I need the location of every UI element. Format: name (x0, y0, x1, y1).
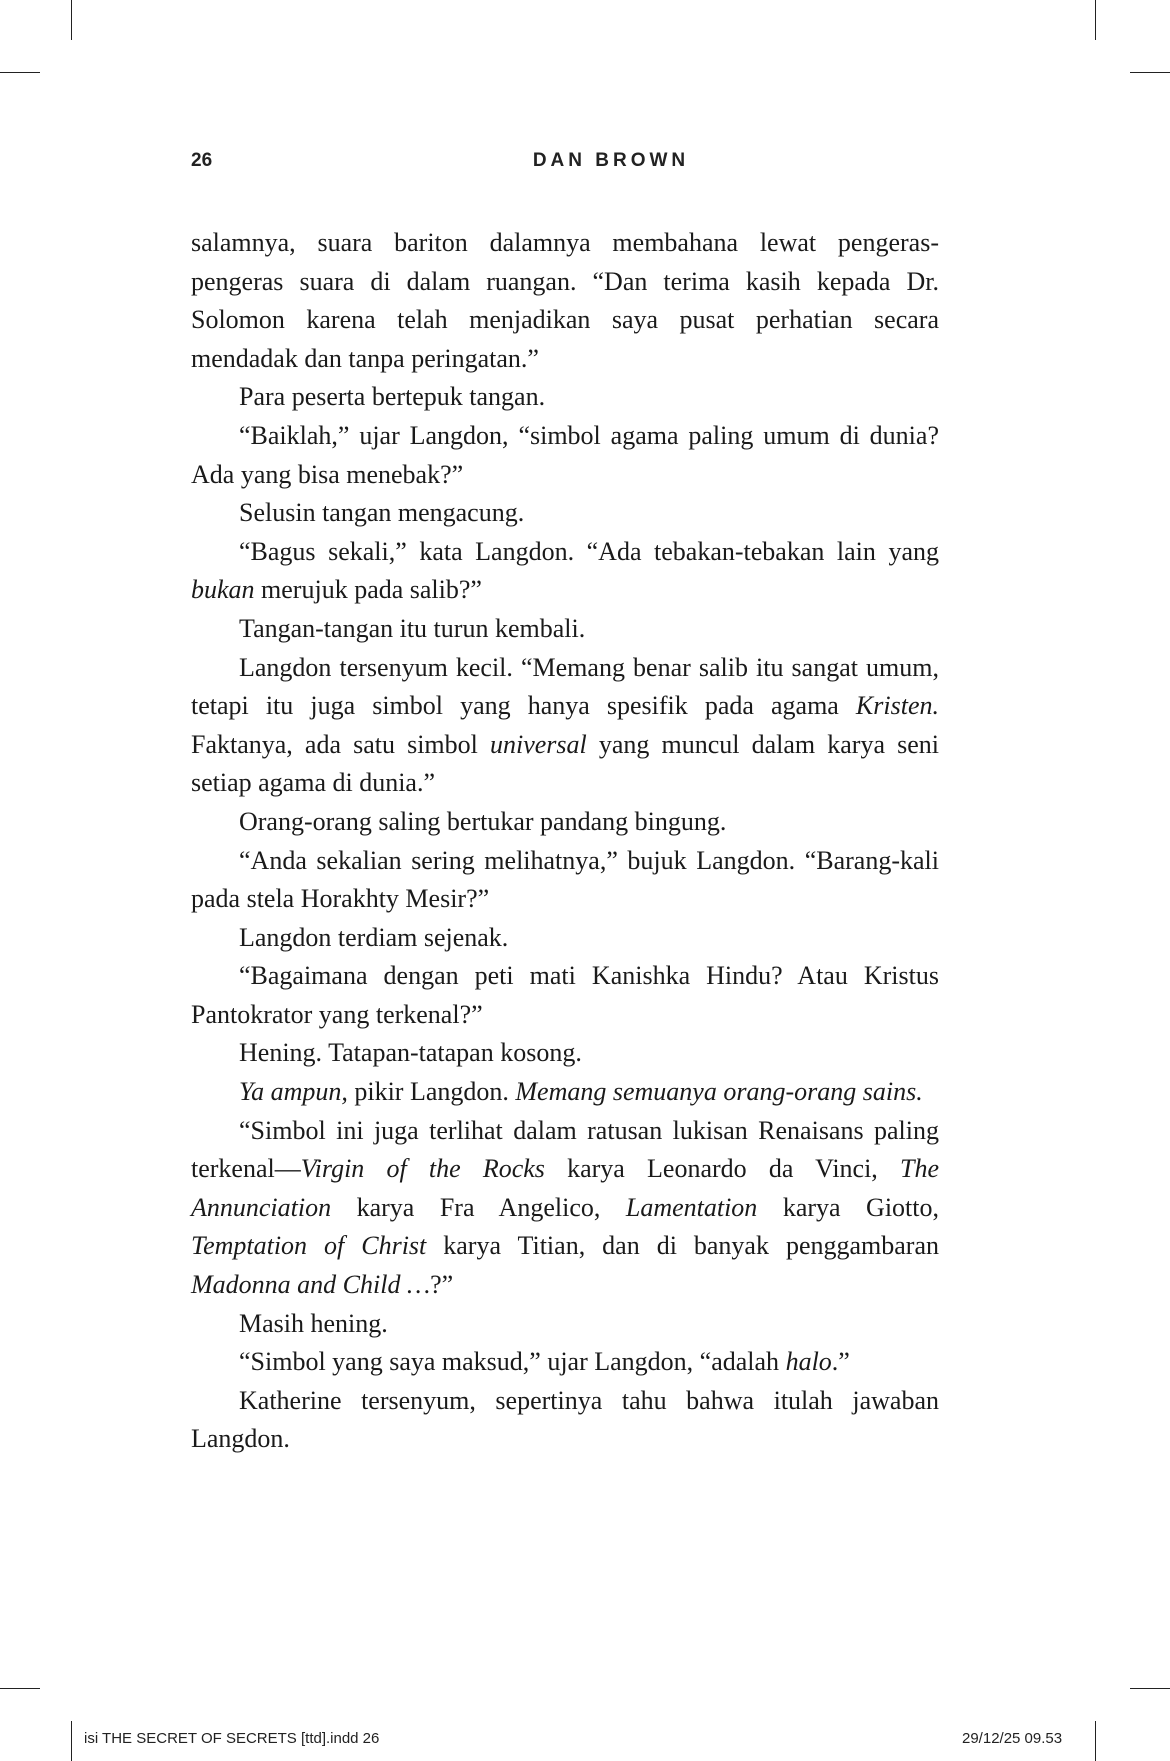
crop-mark-top-left (71, 0, 72, 40)
text-run: merujuk pada salib?” (254, 575, 482, 605)
paragraph (191, 1382, 939, 1459)
text-run: Langdon terdiam sejenak. (239, 922, 509, 952)
text-run: Orang-orang saling bertukar pandang bingung. (239, 806, 727, 836)
paragraph (191, 417, 939, 494)
text-run: “Baiklah,” ujar Langdon, “simbol agama paling umum di dunia? Ada yang bisa menebak?” (191, 420, 939, 489)
paragraph (191, 224, 939, 378)
text-run: karya Leonardo da Vinci, (544, 1154, 900, 1184)
paragraph (191, 1343, 939, 1382)
paragraph (191, 1305, 939, 1344)
paragraph (191, 842, 939, 919)
text-run: Langdon tersenyum kecil. “Memang benar salib itu sangat umum, tetapi itu juga simbol yang hanya spesifik pada agama (191, 652, 939, 721)
paragraph (191, 378, 939, 417)
text-run: karya Fra Angelico, (331, 1192, 626, 1222)
text-run: Tangan-tangan itu turun kembali. (239, 613, 586, 643)
text-run: Para peserta bertepuk tangan. (239, 382, 546, 412)
paragraph (191, 1112, 939, 1305)
slug-timestamp: 29/12/25 09.53 (962, 1730, 1063, 1747)
text-run: “Bagaimana dengan peti mati Kanishka Hindu? Atau Kristus Pantokrator yang terkenal?” (191, 961, 939, 1029)
text-run: “Simbol ini juga terlihat dalam ratusan lukisan Renaisans paling terkenal— (191, 1115, 939, 1184)
crop-mark-top-right (1095, 0, 1096, 40)
italic-run: halo (785, 1347, 832, 1377)
italic-run: Madonna and Child … (191, 1270, 431, 1300)
crop-mark-top-right-h (1130, 72, 1170, 73)
text-run: karya Titian, dan di banyak penggambaran (426, 1231, 939, 1261)
slug-filename: isi THE SECRET OF SECRETS [ttd].indd 26 (84, 1730, 380, 1747)
page-number: 26 (191, 150, 213, 171)
paragraph (191, 803, 939, 842)
text-run: .” (831, 1347, 850, 1377)
paragraph (191, 1034, 939, 1073)
italic-run: Virgin of the Rocks (300, 1154, 545, 1184)
text-run: yang muncul dalam karya seni setiap agama di dunia.” (191, 729, 939, 798)
text-run: salamnya, suara bariton dalamnya membahana lewat pengeras-pengeras suara di dalam ruangan. “Dan terima kasih kepada Dr. Solomon karena telah menjadikan saya pusat perhatian secara mendadak dan tanpa peringatan.” (191, 228, 939, 373)
italic-run: Memang semuanya orang-orang sains. (515, 1077, 923, 1107)
paragraph (191, 649, 939, 803)
text-run: karya Giotto, (757, 1192, 939, 1222)
italic-run: universal (490, 729, 587, 759)
text-run: Katherine tersenyum, sepertinya tahu bahwa itulah jawaban Langdon. (191, 1385, 939, 1454)
text-run: “Simbol yang saya maksud,” ujar Langdon, “adalah (239, 1347, 786, 1377)
text-run: Masih hening. (239, 1308, 388, 1338)
running-head (191, 150, 931, 180)
crop-mark-top-left-h (0, 72, 40, 73)
printer-slug (0, 1730, 1170, 1754)
italic-run: The Annunciation (191, 1154, 939, 1222)
italic-run: Temptation of Christ (191, 1231, 427, 1261)
crop-mark-bottom-right-h (1130, 1688, 1170, 1689)
italic-run: Ya ampun, (239, 1077, 348, 1107)
text-run: “Anda sekalian sering melihatnya,” bujuk Langdon. “Barang-kali pada stela Horakhty Mesir?” (191, 845, 939, 914)
text-run: Selusin tangan mengacung. (239, 498, 525, 528)
text-run: ?” (430, 1270, 454, 1300)
paragraph (191, 494, 939, 533)
italic-run: Kristen. (855, 691, 939, 721)
paragraph (191, 919, 939, 958)
text-run: “Bagus sekali,” kata Langdon. “Ada tebakan-tebakan lain yang (239, 536, 939, 566)
body-text (191, 224, 939, 1459)
text-run: Hening. Tatapan-tatapan kosong. (239, 1038, 582, 1068)
italic-run: bukan (191, 575, 255, 605)
paragraph (191, 957, 939, 1034)
paragraph (191, 610, 939, 649)
text-run: Faktanya, ada satu simbol (191, 729, 490, 759)
crop-mark-bottom-left-h (0, 1688, 40, 1689)
paragraph (191, 1073, 939, 1112)
paragraph (191, 533, 939, 610)
text-run: pikir Langdon. (347, 1077, 516, 1107)
running-head-author: DAN BROWN (532, 150, 690, 171)
italic-run: Lamentation (625, 1192, 758, 1222)
